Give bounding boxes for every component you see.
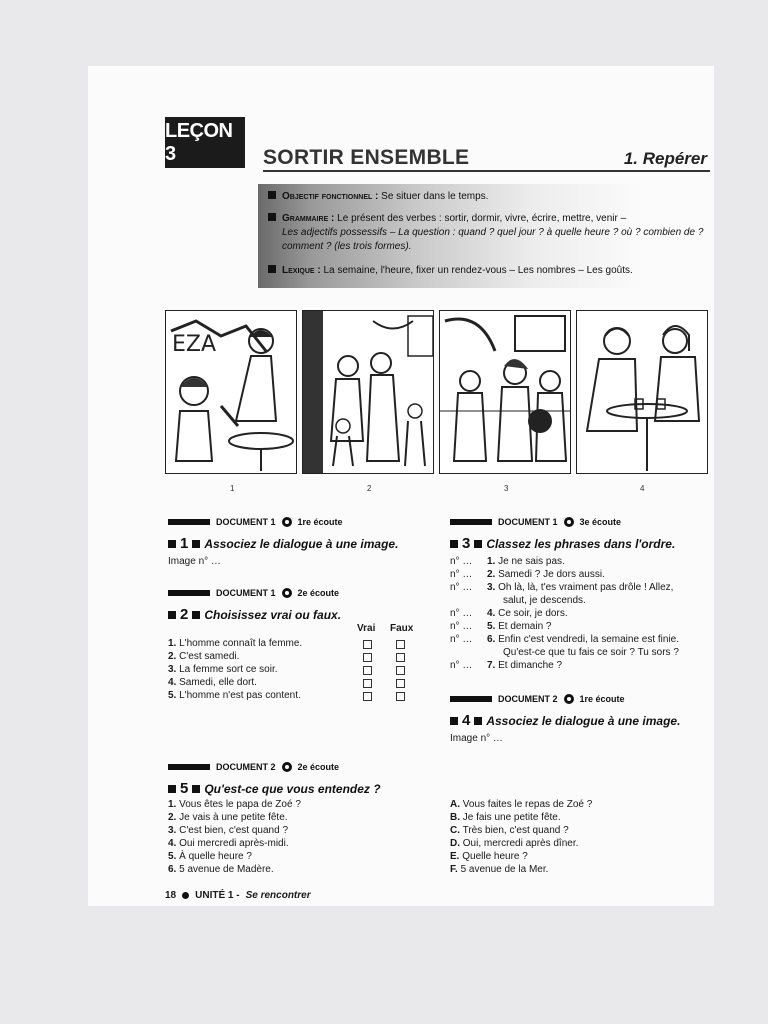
bullet-square-icon (450, 717, 458, 725)
bullet-square-icon (268, 191, 276, 199)
bullet-square-icon (268, 265, 276, 273)
heard-item-right: B. Je fais une petite fête. (450, 812, 561, 823)
vrai-checkbox[interactable] (363, 666, 372, 675)
order-item: 6. Enfin c'est vendredi, la semaine est finie. (487, 634, 680, 645)
vrai-checkbox[interactable] (363, 653, 372, 662)
bullet-square-icon (192, 540, 200, 548)
street-scene-icon (302, 310, 434, 474)
svg-text:EZA: EZA (172, 332, 217, 357)
faux-checkbox[interactable] (396, 666, 405, 675)
unit-title: Se rencontrer (245, 890, 311, 901)
column-faux: Faux (390, 623, 414, 634)
order-item-continuation: salut, je descends. (503, 595, 586, 606)
objective-line: Objectif fonctionnel : Se situer dans le temps. (268, 190, 488, 203)
section-subtitle: 1. Repérer (623, 149, 707, 168)
audio-cd-icon (282, 588, 292, 598)
header-bar (168, 590, 210, 596)
audio-cd-icon (282, 762, 292, 772)
page-title: SORTIR ENSEMBLE (263, 146, 470, 169)
exercise-3-title: 3 Classez les phrases dans l'ordre. (450, 535, 675, 552)
order-item-continuation: Qu'est-ce que tu fais ce soir ? Tu sors ? (503, 647, 679, 658)
bullet-square-icon (168, 611, 176, 619)
textbook-page (88, 66, 714, 906)
order-item: 3. Oh là, là, t'es vraiment pas drôle ! Allez, (487, 582, 674, 593)
heard-item-right: F. 5 avenue de la Mer. (450, 864, 549, 875)
order-blank[interactable]: n° … (450, 569, 473, 580)
bullet-square-icon (168, 540, 176, 548)
panel-number: 4 (640, 484, 645, 493)
document-header: DOCUMENT 1 3e écoute (450, 517, 621, 527)
heard-item-left: 3. C'est bien, c'est quand ? (168, 825, 289, 836)
grammar-line: Grammaire : Le présent des verbes : sortir, dormir, vivre, écrire, mettre, venir – (268, 212, 626, 225)
order-blank[interactable]: n° … (450, 621, 473, 632)
vrai-checkbox[interactable] (363, 692, 372, 701)
objectives-box (258, 184, 710, 288)
true-false-item: 3. La femme sort ce soir. (168, 664, 278, 675)
heard-item-left: 1. Vous êtes le papa de Zoé ? (168, 799, 301, 810)
order-item: 5. Et demain ? (487, 621, 552, 632)
faux-checkbox[interactable] (396, 640, 405, 649)
order-blank[interactable]: n° … (450, 660, 473, 671)
exercise-5-title: 5 Qu'est-ce que vous entendez ? (168, 780, 381, 797)
vrai-checkbox[interactable] (363, 679, 372, 688)
heard-item-left: 6. 5 avenue de Madère. (168, 864, 274, 875)
true-false-item: 5. L'homme n'est pas content. (168, 690, 301, 701)
faux-checkbox[interactable] (396, 679, 405, 688)
bullet-square-icon (450, 540, 458, 548)
answer-blank[interactable]: Image n° … (450, 733, 503, 744)
heard-item-right: A. Vous faites le repas de Zoé ? (450, 799, 593, 810)
audio-cd-icon (564, 694, 574, 704)
exercise-1-title: 1 Associez le dialogue à une image. (168, 535, 398, 552)
faux-checkbox[interactable] (396, 692, 405, 701)
heard-item-left: 4. Oui mercredi après-midi. (168, 838, 289, 849)
vocabulary-line: Lexique : La semaine, l'heure, fixer un rendez-vous – Les nombres – Les goûts. (268, 264, 633, 277)
order-blank[interactable]: n° … (450, 608, 473, 619)
document-header: DOCUMENT 1 2e écoute (168, 588, 339, 598)
true-false-item: 2. C'est samedi. (168, 651, 240, 662)
title-divider (263, 170, 710, 172)
faux-checkbox[interactable] (396, 653, 405, 662)
panel-number: 1 (230, 484, 235, 493)
document-header: DOCUMENT 2 2e écoute (168, 762, 339, 772)
grammar-line-3: comment ? (les trois formes). (282, 241, 412, 252)
heard-item-left: 5. À quelle heure ? (168, 851, 252, 862)
bullet-square-icon (474, 717, 482, 725)
page-number: 18 (165, 890, 177, 901)
vrai-checkbox[interactable] (363, 640, 372, 649)
document-header: DOCUMENT 2 1re écoute (450, 694, 625, 704)
heard-item-right: D. Oui, mercredi après dîner. (450, 838, 579, 849)
column-vrai: Vrai (357, 623, 376, 634)
cafe-scene-icon (576, 310, 708, 474)
lesson-label: LEÇON 3 (165, 117, 245, 168)
heard-item-right: C. Très bien, c'est quand ? (450, 825, 569, 836)
order-blank[interactable]: n° … (450, 634, 473, 645)
bullet-dot-icon (182, 892, 189, 899)
order-item: 4. Ce soir, je dors. (487, 608, 568, 619)
bullet-square-icon (192, 611, 200, 619)
bullet-square-icon (474, 540, 482, 548)
bullet-square-icon (192, 785, 200, 793)
header-bar (168, 764, 210, 770)
audio-cd-icon (564, 517, 574, 527)
audio-cd-icon (282, 517, 292, 527)
heard-item-right: E. Quelle heure ? (450, 851, 528, 862)
order-blank[interactable]: n° … (450, 556, 473, 567)
header-bar (450, 696, 492, 702)
answer-blank[interactable]: Image n° … (168, 556, 221, 567)
grammar-line-2: Les adjectifs possessifs – La question : quand ? quel jour ? à quelle heure ? où ? combien de ? (282, 227, 704, 238)
order-item: 2. Samedi ? Je dors aussi. (487, 569, 605, 580)
heard-item-left: 2. Je vais à une petite fête. (168, 812, 288, 823)
bus-scene-icon (439, 310, 571, 474)
exercise-4-title: 4 Associez le dialogue à une image. (450, 712, 680, 729)
exercise-2-title: 2 Choisissez vrai ou faux. (168, 606, 341, 623)
page-footer (165, 890, 311, 901)
panel-number: 3 (504, 484, 509, 493)
restaurant-scene-icon (165, 310, 297, 474)
unit-label: UNITÉ 1 - (195, 890, 240, 901)
bullet-square-icon (168, 785, 176, 793)
order-item: 7. Et dimanche ? (487, 660, 563, 671)
bullet-square-icon (268, 213, 276, 221)
order-blank[interactable]: n° … (450, 582, 473, 593)
header-bar (168, 519, 210, 525)
panel-number: 2 (367, 484, 372, 493)
true-false-item: 4. Samedi, elle dort. (168, 677, 257, 688)
true-false-item: 1. L'homme connaît la femme. (168, 638, 303, 649)
header-bar (450, 519, 492, 525)
document-header: DOCUMENT 1 1re écoute (168, 517, 343, 527)
order-item: 1. Je ne sais pas. (487, 556, 565, 567)
